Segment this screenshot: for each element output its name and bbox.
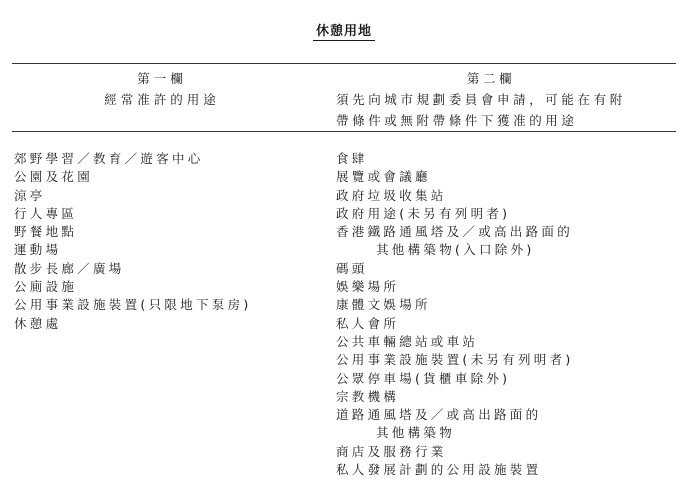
column1-use-item: 郊野學習／教育／遊客中心 bbox=[14, 151, 204, 166]
column1-use-item: 公廁設施 bbox=[14, 279, 78, 295]
column2-use-item: 私人會所 bbox=[336, 315, 400, 331]
column2-use-list bbox=[336, 150, 574, 479]
top-rule bbox=[12, 63, 676, 64]
column2-use-item: 商店及服務行業 bbox=[336, 443, 447, 459]
column1-use-list bbox=[14, 150, 252, 333]
column2-use-item: 公共車輛總站或車站 bbox=[336, 333, 479, 349]
column2-use-item: 宗教機構 bbox=[336, 388, 400, 404]
column2-use-item: 道路通風塔及／或高出路面的 bbox=[336, 407, 542, 423]
column1-use-item: 涼亭 bbox=[14, 187, 46, 203]
column2-use-item: 香港鐵路通風塔及／或高出路面的 bbox=[336, 224, 574, 240]
column1-use-item: 運動場 bbox=[14, 242, 62, 258]
column2-header: 第二欄 bbox=[466, 71, 516, 86]
column2-use-item: 康體文娛場所 bbox=[336, 297, 431, 313]
page-title-text: 休憩用地 bbox=[313, 24, 375, 41]
column2-use-item: 娛樂場所 bbox=[336, 279, 400, 295]
column2-use-item: 食肆 bbox=[336, 151, 368, 166]
column2-use-item: 政府用途(未另有列明者) bbox=[336, 205, 511, 221]
column1-use-item: 休憩處 bbox=[14, 315, 62, 331]
column1-use-item: 野餐地點 bbox=[14, 224, 78, 240]
column2-use-item: 公用事業設施裝置(未另有列明者) bbox=[336, 352, 574, 368]
header-bottom-rule bbox=[12, 131, 676, 132]
column1-subheader: 經常准許的用途 bbox=[104, 92, 220, 107]
column2-subheader-line1: 須先向城市規劃委員會申請，可能在有附 bbox=[336, 92, 626, 107]
column2-use-item: 公眾停車場(貨櫃車除外) bbox=[336, 370, 511, 386]
column2-use-item: 碼頭 bbox=[336, 260, 368, 276]
column1-heading bbox=[12, 68, 312, 110]
column2-heading bbox=[336, 68, 676, 131]
column2-use-item: 私人發展計劃的公用設施裝置 bbox=[336, 462, 542, 478]
column2-use-item-continuation: 其他構築物(入口除外) bbox=[376, 242, 535, 258]
page-title bbox=[0, 20, 688, 39]
column1-use-item: 公用事業設施裝置(只限地下泵房) bbox=[14, 297, 252, 313]
column1-use-item: 散步長廊／廣場 bbox=[14, 260, 125, 276]
column2-use-item-continuation: 其他構築物 bbox=[376, 425, 456, 441]
column2-use-item: 展覽或會議廳 bbox=[336, 169, 431, 185]
column1-use-item: 行人專區 bbox=[14, 205, 78, 221]
column1-use-item: 公園及花園 bbox=[14, 169, 94, 185]
column2-use-item: 政府垃圾收集站 bbox=[336, 187, 447, 203]
column1-header: 第一欄 bbox=[137, 71, 187, 86]
column2-subheader-line2: 帶條件或無附帶條件下獲准的用途 bbox=[336, 113, 578, 128]
